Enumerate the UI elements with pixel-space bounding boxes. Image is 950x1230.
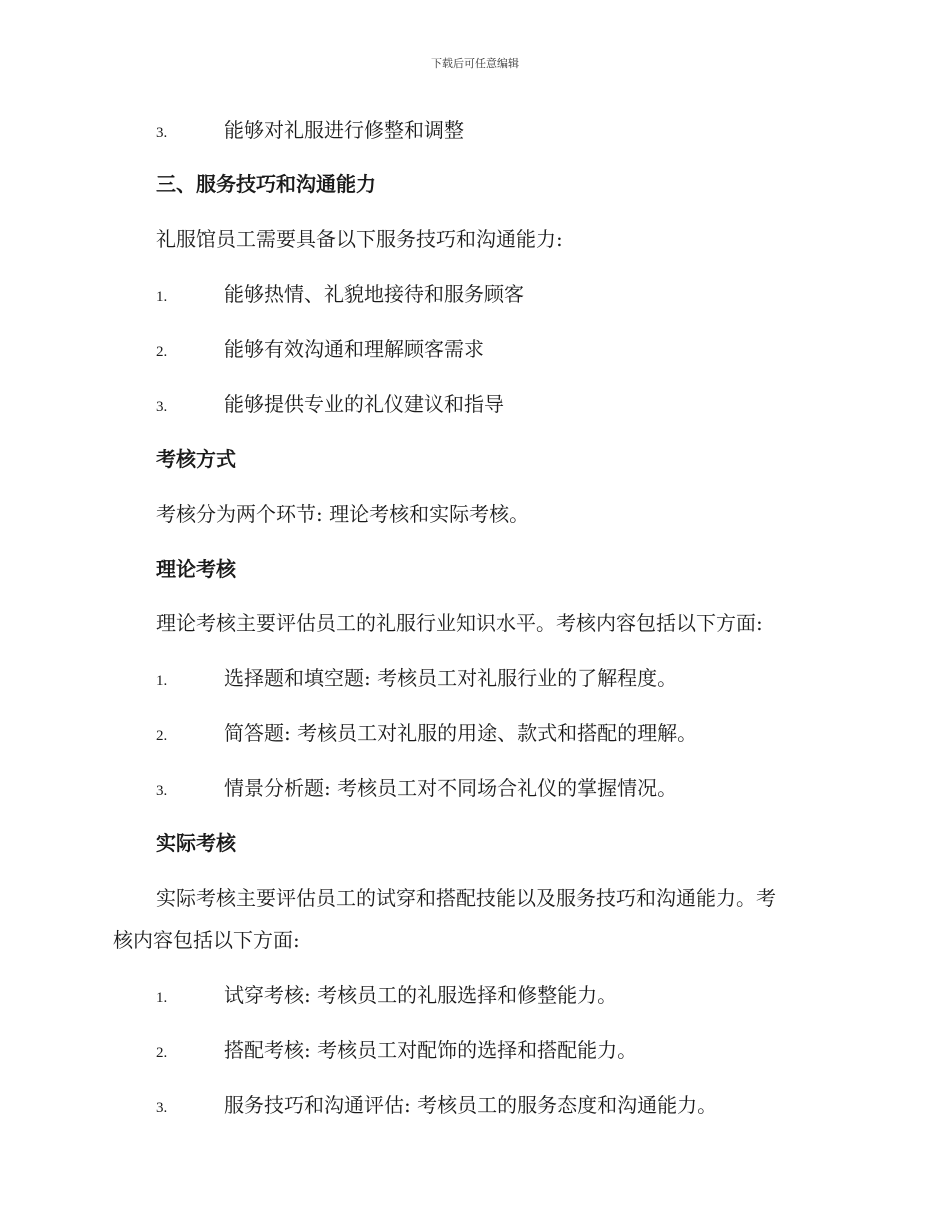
paragraph: 礼服馆员工需要具备以下服务技巧和沟通能力: [156, 227, 563, 251]
list-text: 能够对礼服进行修整和调整 [224, 118, 464, 142]
paragraph-continuation: 核内容包括以下方面: [113, 928, 300, 952]
list-number: 3. [156, 783, 168, 799]
section-heading: 实际考核 [156, 831, 236, 855]
list-number: 3. [156, 399, 168, 415]
section-heading: 三、服务技巧和沟通能力 [156, 172, 376, 196]
list-item [156, 388, 504, 417]
section-heading: 理论考核 [156, 557, 236, 581]
list-item [156, 1034, 637, 1063]
list-text: 简答题: 考核员工对礼服的用途、款式和搭配的理解。 [224, 721, 698, 745]
list-item [156, 278, 524, 307]
list-number: 3. [156, 125, 168, 141]
list-text: 能够提供专业的礼仪建议和指导 [224, 392, 504, 416]
list-item [156, 1089, 717, 1118]
list-number: 1. [156, 673, 168, 689]
paragraph: 理论考核主要评估员工的礼服行业知识水平。考核内容包括以下方面: [156, 611, 763, 635]
list-item [156, 114, 464, 143]
list-number: 2. [156, 728, 168, 744]
list-number: 2. [156, 344, 168, 360]
paragraph: 考核分为两个环节: 理论考核和实际考核。 [156, 502, 530, 526]
list-text: 能够热情、礼貌地接待和服务顾客 [224, 282, 524, 306]
list-text: 试穿考核: 考核员工的礼服选择和修整能力。 [224, 983, 618, 1007]
list-number: 2. [156, 1045, 168, 1061]
list-item [156, 717, 697, 746]
list-number: 1. [156, 289, 168, 305]
page-header: 下载后可任意编辑 [431, 57, 519, 70]
list-text: 服务技巧和沟通评估: 考核员工的服务态度和沟通能力。 [224, 1093, 718, 1117]
list-item [156, 662, 677, 691]
list-item [156, 333, 484, 362]
list-item [156, 979, 617, 1008]
list-number: 3. [156, 1100, 168, 1116]
section-heading: 考核方式 [156, 447, 236, 471]
list-text: 能够有效沟通和理解顾客需求 [224, 337, 484, 361]
list-number: 1. [156, 990, 168, 1006]
paragraph: 实际考核主要评估员工的试穿和搭配技能以及服务技巧和沟通能力。考 [156, 886, 776, 910]
list-text: 选择题和填空题: 考核员工对礼服行业的了解程度。 [224, 666, 678, 690]
list-item [156, 772, 677, 801]
list-text: 情景分析题: 考核员工对不同场合礼仪的掌握情况。 [224, 776, 678, 800]
list-text: 搭配考核: 考核员工对配饰的选择和搭配能力。 [224, 1038, 638, 1062]
